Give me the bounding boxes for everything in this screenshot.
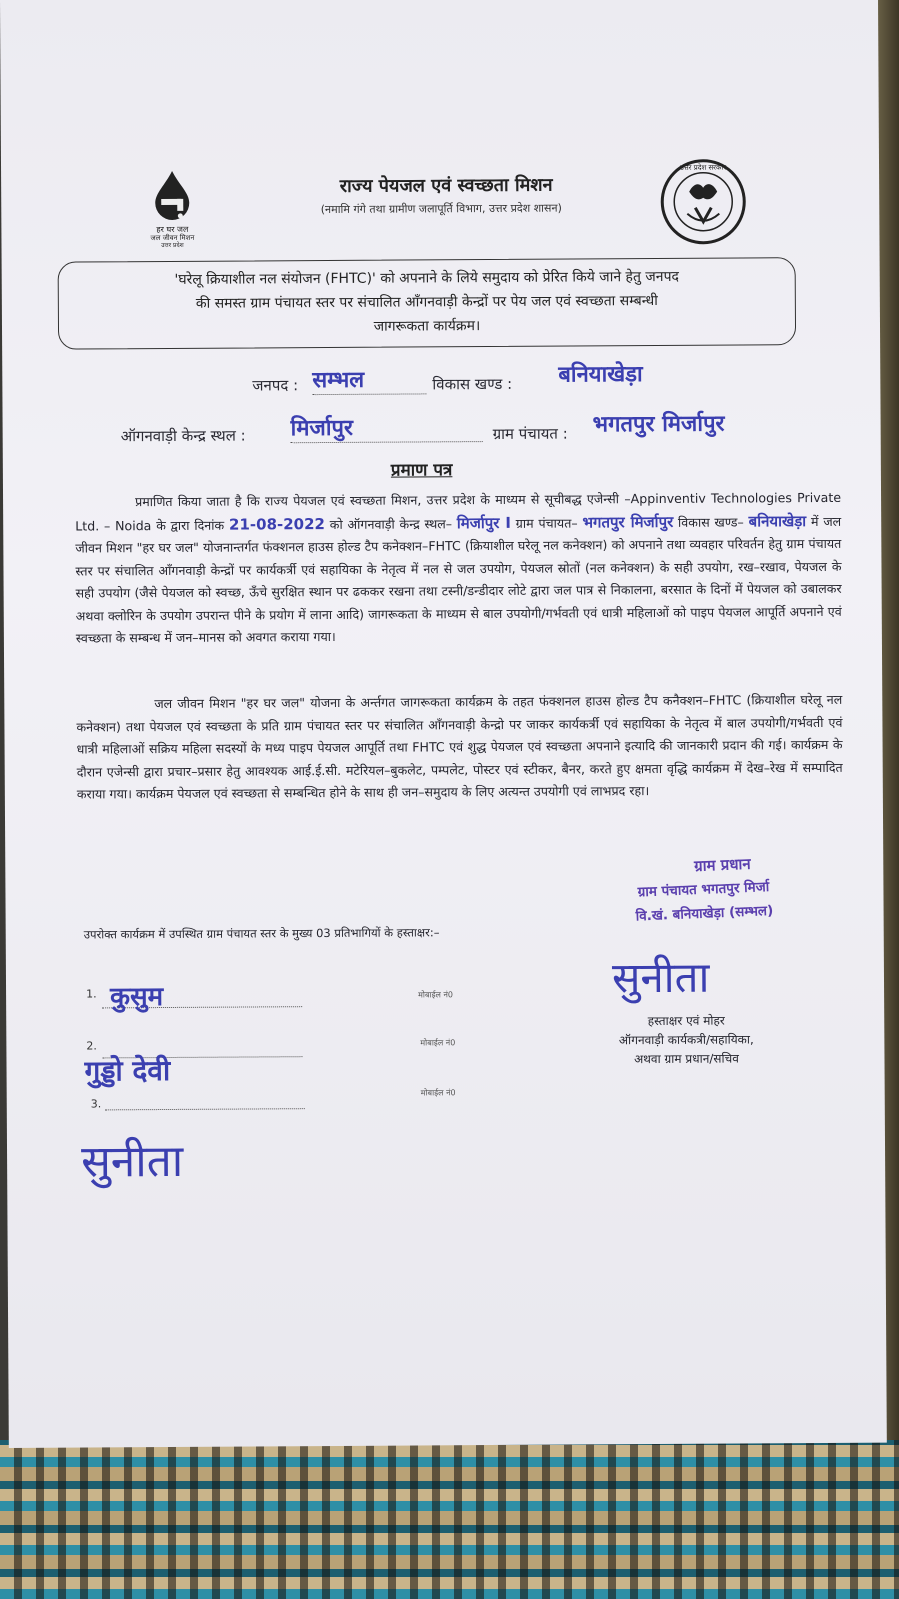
program-line-1: 'घरेलू क्रियाशील नल संयोजन (FHTC)' को अपनाने के लिये समुदाय को प्रेरित किये जाने हेतु जनपद [174, 268, 679, 288]
har-ghar-jal-logo [139, 169, 205, 249]
certificate-title: प्रमाण पत्र [390, 460, 453, 481]
gram-pradhan-stamp [582, 849, 825, 931]
para1-text-a: प्रमाणित किया जाता है कि राज्य पेयजल एवं स्वच्छता मिशन, उत्तर प्रदेश के माध्यम से सूचीबद्ध एजेन्सी –Appinventiv Technologies Private Ltd. – Noida के द्वारा दिनांक [75, 489, 842, 534]
janpad-label: जनपद : [252, 376, 299, 395]
program-line-3: जागरूकता कार्यक्रम। [373, 318, 481, 335]
para1-text-d: विकास खण्ड– [677, 513, 744, 530]
anganwadi-label: ऑगनवाड़ी केन्द्र स्थल : [120, 426, 246, 446]
program-date-value: 21-08-2022 [228, 514, 326, 534]
signatory-line-2: ऑगनवाड़ी कार्यकत्री/सहायिका, [618, 1032, 754, 1048]
vikas-khand-label: विकास खण्ड : [432, 374, 513, 394]
attendee-3-line [105, 1096, 305, 1110]
certificate-paragraph-1 [75, 487, 842, 650]
para1-text-e: में जल जीवन मिशन "हर घर जल" योजनान्तर्गत फंक्शनल हाउस होल्ड टैप कनेक्शन–FHTC (क्रियाशील घरेलू नल कनेक्शन) को अपनाने तथा व्यवहार परिवर्तन हेतु ग्राम पंचायत स्तर पर संचालित आँगनवाड़ी केन्द्रों पर कार्यकर्त्री एवं सहायिका के नेतृत्व में नल से जल उपयोग, पेयजल स्रोतों (नल कनेक्शन) के सही उपयोग, रख–रखाव, पेयजल के सही उपयोग (जैसे पेयजल को स्वच्छ, ऊँचे सुरक्षित स्थान पर ढककर रखना तथा टस्नी/डन्डीदार लोटे द्वारा जल पात्र से निकालना, बरसात के दिनों में पेयजल को उबालकर अथवा क्लोरिन के उपयोग उपरान्त पीने के प्रयोग में लाना आदि) जागरूकता के माध्यम से बाल उपयोगी/गर्भवती एवं धात्री महिलाओं को पाइप पेयजल आपूर्ति अपनाने एवं स्वच्छता के सम्बन्ध में जन–मानस को अवगत कराया गया। [75, 513, 842, 646]
attendee-extra-signature: सुनीता [80, 1135, 184, 1188]
para1-block-value: बनियाखेड़ा [748, 511, 807, 530]
attendee-3-number: 3. [90, 1097, 102, 1111]
page-title: राज्य पेयजल एवं स्वच्छता मिशन [339, 174, 553, 197]
logo-caption-2: जल जीवन मिशन [150, 233, 195, 243]
attendee-1-mobile-label: मोबाईल नं0 [418, 990, 454, 1000]
stamp-line-3: वि.खं. बनियाखेड़ा (सम्भल) [635, 902, 774, 925]
signatory-line-3: अथवा ग्राम प्रधान/सचिव [634, 1051, 739, 1067]
gram-panchayat-label: ग्राम पंचायत : [492, 424, 568, 443]
vikas-khand-field [558, 358, 643, 389]
page-subtitle: (नमामि गंगे तथा ग्रामीण जलापूर्ति विभाग, उत्तर प्रदेश शासन) [320, 201, 562, 217]
anganwadi-field [291, 411, 483, 443]
attendee-2-mobile-label: मोबाईल नं0 [420, 1038, 456, 1048]
vikas-khand-value: बनियाखेड़ा [558, 362, 643, 388]
background-mat [0, 1440, 899, 1599]
up-government-seal [659, 157, 748, 246]
para1-gp-value: भगतपुर मिर्जापुर [582, 512, 674, 531]
attendee-1-signature: कुसुम [110, 982, 164, 1013]
logo-caption-3: उत्तर प्रदेश [161, 241, 184, 250]
gram-panchayat-field [593, 408, 725, 439]
janpad-field [312, 363, 426, 395]
attendees-intro: उपरोक्त कार्यक्रम में उपस्थित ग्राम पंचायत स्तर के मुख्य 03 प्रतिभागियों के हस्ताक्षर:– [83, 925, 440, 942]
anganwadi-value: मिर्जापुर [290, 415, 354, 442]
signatory-line-1: हस्ताक्षर एवं मोहर [647, 1013, 725, 1029]
stamp-line-2: ग्राम पंचायत भगतपुर मिर्जा [637, 879, 770, 901]
para1-text-b: को ऑगनवाड़ी केन्द्र स्थल– [329, 515, 453, 532]
stamp-line-1: ग्राम प्रधान [693, 854, 752, 876]
janpad-value: सम्भल [312, 367, 365, 394]
seal-text: उत्तर प्रदेश सरकार [679, 163, 727, 172]
gram-panchayat-value: भगतपुर मिर्जापुर [592, 411, 725, 438]
program-line-2: की समस्त ग्राम पंचायत स्तर पर संचालित आँगनवाड़ी केन्द्रों पर पेय जल एवं स्वच्छता सम्बन्धी [195, 292, 658, 312]
para1-centre-value: मिर्जापुर I [456, 513, 512, 532]
certificate-paragraph-2: जल जीवन मिशन "हर घर जल" योजना के अर्न्तगत जागरूकता कार्यक्रम के तहत फंक्शनल हाउस होल्ड टैप कनैक्शन–FHTC (क्रियाशील घरेलू नल कनेक्शन) तथा पेयजल एवं स्वच्छता के प्रति ग्राम पंचायत स्तर पर संचालित आँगनवाड़ी केन्द्रो पर जाकर कार्यकर्त्री एवं सहायिका के नेतृत्व में बाल उपयोगी/गर्भवती एवं धात्री महिलाओं सक्रिय महिला सदस्यों के मध्य पाइप पेयजल आपूर्ति तथा FHTC एवं शुद्ध पेयजल एवं स्वच्छता अपनाने इत्यादि की जानकारी प्रदान की गई। कार्यक्रम के दौरान एजेन्सी द्वारा प्रचार–प्रसार हेतु आवश्यक आई.ई.सी. मटेरियल–बुकलेट, पम्पलेट, पोस्टर एवं स्टीकर, बैनर, करते हुए क्षमता वृद्धि कार्यक्रम में देख–रेख में सम्पादित कराया गया। कार्यक्रम पेयजल एवं स्वच्छता से सम्बन्धित होने के साथ ही जन–समुदाय के लिए अत्यन्त उपयोगी एवं लाभप्रद रहा। [76, 691, 843, 802]
attendee-2-signature: गुड्डो देवी [84, 1053, 171, 1088]
para1-text-c: ग्राम पंचायत– [515, 514, 578, 531]
logo-caption-1: हर घर जल [156, 224, 189, 235]
attendee-2-number: 2. [86, 1039, 97, 1053]
signatory-block [566, 1011, 806, 1069]
water-drop-icon [147, 169, 197, 221]
anganwadi-worker-signature: सुनीता [611, 952, 710, 1003]
program-title-box [58, 257, 797, 350]
attendee-3-mobile-label: मोबाईल नं0 [420, 1088, 456, 1098]
attendee-1-number: 1. [86, 987, 97, 1001]
